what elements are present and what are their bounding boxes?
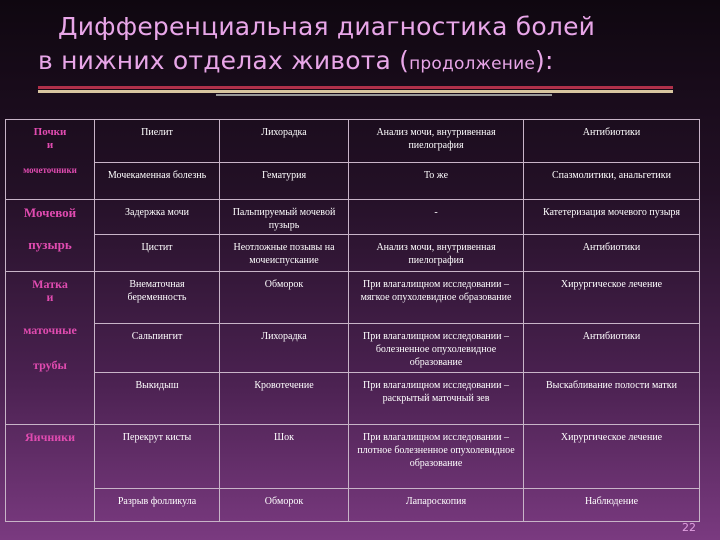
table-row (6, 425, 700, 489)
title-line-2-small: продолжение (409, 54, 536, 74)
category-label: маточные (23, 323, 77, 337)
cell-treatment: Антибиотики (524, 324, 700, 373)
title-line-2-main: в нижних отделах живота ( (38, 46, 410, 75)
cell-symptom: Гематурия (220, 163, 349, 200)
cell-treatment: Катетеризация мочевого пузыря (524, 200, 700, 235)
title-underline (38, 86, 673, 89)
category-label: Почки (33, 126, 67, 138)
cell-treatment: Антибиотики (524, 235, 700, 272)
category-bladder (6, 200, 95, 272)
cell-treatment: Хирургическое лечение (524, 425, 700, 489)
cell-condition: Задержка мочи (95, 200, 220, 235)
cell-diagnostics: При влагалищном исследовании – раскрытый маточный зев (349, 373, 524, 425)
table-row (6, 373, 700, 425)
cell-treatment: Наблюдение (524, 489, 700, 522)
category-uterus (6, 272, 95, 425)
cell-symptom: Лихорадка (220, 120, 349, 163)
table-row (6, 163, 700, 200)
cell-treatment: Спазмолитики, анальгетики (524, 163, 700, 200)
table-row (6, 235, 700, 272)
cell-treatment: Выскабливание полости матки (524, 373, 700, 425)
category-label: и (46, 290, 54, 304)
cell-condition: Сальпингит (95, 324, 220, 373)
title-line-2 (38, 44, 698, 81)
cell-condition: Внематочная беременность (95, 272, 220, 324)
table-row (6, 489, 700, 522)
cell-symptom: Лихорадка (220, 324, 349, 373)
cell-symptom: Шок (220, 425, 349, 489)
title-underline-thin (216, 94, 552, 96)
diagnosis-table (5, 119, 700, 522)
category-label: Матка (32, 277, 68, 291)
title-line-1: Дифференциальная диагностика болей (58, 12, 596, 41)
table-row (6, 200, 700, 235)
cell-condition: Пиелит (95, 120, 220, 163)
table-row (6, 120, 700, 163)
category-label: мочеточники (23, 165, 77, 175)
category-label: и (46, 139, 54, 151)
cell-symptom: Неотложные позывы на мочеиспускание (220, 235, 349, 272)
table-row (6, 324, 700, 373)
cell-symptom: Обморок (220, 489, 349, 522)
cell-diagnostics: Анализ мочи, внутривенная пиелография (349, 235, 524, 272)
cell-diagnostics: Лапароскопия (349, 489, 524, 522)
category-label: Яичники (24, 430, 75, 444)
cell-symptom: Пальпируемый мочевой пузырь (220, 200, 349, 235)
cell-diagnostics: При влагалищном исследовании – болезненное опухолевидное образование (349, 324, 524, 373)
cell-treatment: Хирургическое лечение (524, 272, 700, 324)
page-number: 22 (682, 521, 696, 534)
slide-title (38, 10, 698, 81)
cell-treatment: Антибиотики (524, 120, 700, 163)
cell-diagnostics: При влагалищном исследовании – мягкое опухолевидное образование (349, 272, 524, 324)
cell-symptom: Обморок (220, 272, 349, 324)
cell-diagnostics: Анализ мочи, внутривенная пиелография (349, 120, 524, 163)
category-ovaries (6, 425, 95, 522)
title-line-2-end: ): (535, 46, 554, 75)
category-label: пузырь (28, 237, 72, 252)
table-row (6, 272, 700, 324)
cell-diagnostics: - (349, 200, 524, 235)
cell-condition: Мочекаменная болезнь (95, 163, 220, 200)
cell-condition: Цистит (95, 235, 220, 272)
cell-condition: Перекрут кисты (95, 425, 220, 489)
cell-symptom: Кровотечение (220, 373, 349, 425)
cell-condition: Разрыв фолликула (95, 489, 220, 522)
category-label: трубы (33, 358, 67, 372)
category-kidneys (6, 120, 95, 200)
category-label: Мочевой (23, 205, 77, 220)
cell-diagnostics: При влагалищном исследовании – плотное болезненное опухолевидное образование (349, 425, 524, 489)
cell-condition: Выкидыш (95, 373, 220, 425)
cell-diagnostics: То же (349, 163, 524, 200)
